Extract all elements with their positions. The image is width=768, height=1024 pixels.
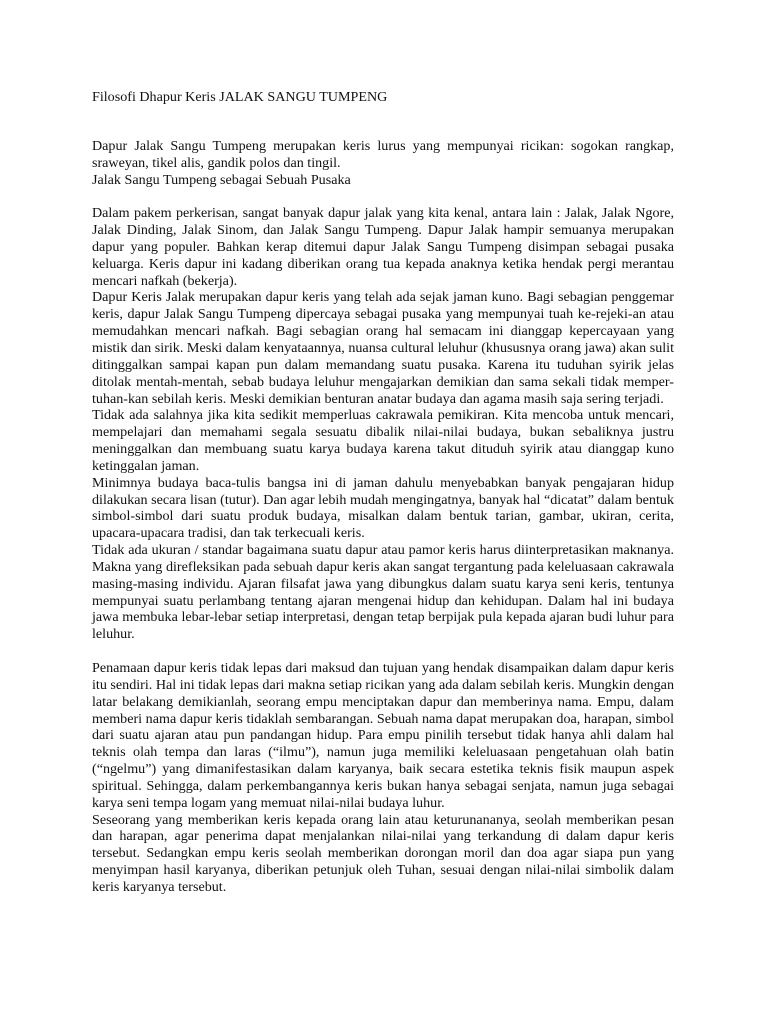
paragraph-baca-tulis: Minimnya budaya baca-tulis bangsa ini di jaman dahulu menyebabkan banyak pengajaran hidup dilakukan secara lisan (tutur). Dan agar lebih mudah mengingatnya, banyak hal “dicatat” dalam bentuk simbol-simbol dari suatu produk budaya, misalkan dalam bentuk tarian, gambar, ukiran, cerita, upacara-upacara tradisi, dan tak terkecuali keris. [92, 474, 674, 542]
paragraph-cakrawala: Tidak ada salahnya jika kita sedikit memperluas cakrawala pemikiran. Kita mencoba untuk mencari, mempelajari dan memahami segala sesuatu dibalik nilai-nilai budaya, bukan sebaliknya justru meninggalkan dan membuang suatu karya budaya karena takut dituduh syirik atau dianggap kuno ketinggalan jaman. [92, 407, 674, 474]
paragraph-pakem: Dalam pakem perkerisan, sangat banyak dapur jalak yang kita kenal, antara lain : Jalak, Jalak Ngore, Jalak Dinding, Jalak Sinom, dan Jalak Sangu Tumpeng. Dapur Jalak hampir semuanya merupakan dapur yang populer. Bahkan kerap ditemui dapur Jalak Sangu Tumpeng disimpan sebagai pusaka keluarga. Keris dapur ini kadang diberikan orang tua kepada anaknya ketika hendak pergi merantau mencari nafkah (bekerja). [92, 205, 674, 289]
section-heading-pusaka: Jalak Sangu Tumpeng sebagai Sebuah Pusaka [92, 171, 351, 188]
document-page [92, 89, 674, 896]
spacer [92, 643, 674, 660]
paragraph-ukuran: Tidak ada ukuran / standar bagaimana suatu dapur atau pamor keris harus diinterpretasikan maknanya. Makna yang direfleksikan pada sebuah dapur keris akan sangat tergantung pada keleluasaan cakrawala masing-masing individu. Ajaran filsafat jawa yang dibungkus dalam suatu karya seni keris, tentunya mempunyai suatu perlambang tentang ajaran mengenai hidup dan kehidupan. Dalam hal ini budaya jawa membuka lebar-lebar setiap interpretasi, dengan tetap berpijak pula kepada ajaran budi luhur para leluhur. [92, 542, 674, 643]
paragraph-pemberian: Seseorang yang memberikan keris kepada orang lain atau keturunananya, seolah memberikan pesan dan harapan, agar penerima dapat menjalankan nilai-nilai yang terkandung di dalam dapur keris tersebut. Sedangkan empu keris seolah memberikan dorongan moril dan doa agar siapa pun yang menyimpan hasil karyanya, diberikan petunjuk oleh Tuhan, sesuai dengan nilai-nilai simbolik dalam keris karyanya tersebut. [92, 811, 674, 895]
paragraph-dapur-jalak: Dapur Keris Jalak merupakan dapur keris yang telah ada sejak jaman kuno. Bagi sebagian penggemar keris, dapur Jalak Sangu Tumpeng dipercaya sebagai pusaka yang mempunyai tuah ke-rejeki-an atau memudahkan mencari nafkah. Bagi sebagian orang hal semacam ini dianggap kepercayaan yang mistik dan sirik. Meski dalam kenyataannya, nuansa cultural leluhur (khususnya orang jawa) akan sulit ditinggalkan sampai kapan pun dalam memandang suatu pusaka. Karena itu tuduhan syirik jelas ditolak mentah-mentah, sebab budaya leluhur mengajarkan demikian dan sama sekali tidak memper-tuhan-kan sebilah keris. Meski demikian benturan anatar budaya dan agama masih saja sering terjadi. [92, 289, 674, 407]
spacer [92, 106, 674, 138]
paragraph-penamaan: Penamaan dapur keris tidak lepas dari maksud dan tujuan yang hendak disampaikan dalam dapur keris itu sendiri. Hal ini tidak lepas dari makna setiap ricikan yang ada dalam sebilah keris. Mungkin dengan latar belakang demikianlah, seorang empu menciptakan dapur dan memberinya nama. Empu, dalam memberi nama dapur keris tidaklah sembarangan. Sebuah nama dapat merupakan doa, harapan, simbol dari suatu ajaran atau pun pandangan hidup. Para empu pinilih tersebut tidak hanya ahli dalam hal teknis olah tempa dan laras (“ilmu”), namun juga memiliki keleluasaan pengetahuan olah batin (“ngelmu”) yang dimanifestasikan dalam karyanya, baik secara estetika teknis fisik maupun aspek spiritual. Sehingga, dalam perkembangannya keris bukan hanya sebagai senjata, namun juga sebagai karya seni tempa logam yang memuat nilai-nilai budaya luhur. [92, 660, 674, 811]
spacer [92, 188, 674, 205]
paragraph-intro: Dapur Jalak Sangu Tumpeng merupakan keris lurus yang mempunyai ricikan: sogokan rangkap, sraweyan, tikel alis, gandik polos dan tingil. [92, 137, 674, 171]
document-title: Filosofi Dhapur Keris JALAK SANGU TUMPENG [92, 89, 388, 105]
